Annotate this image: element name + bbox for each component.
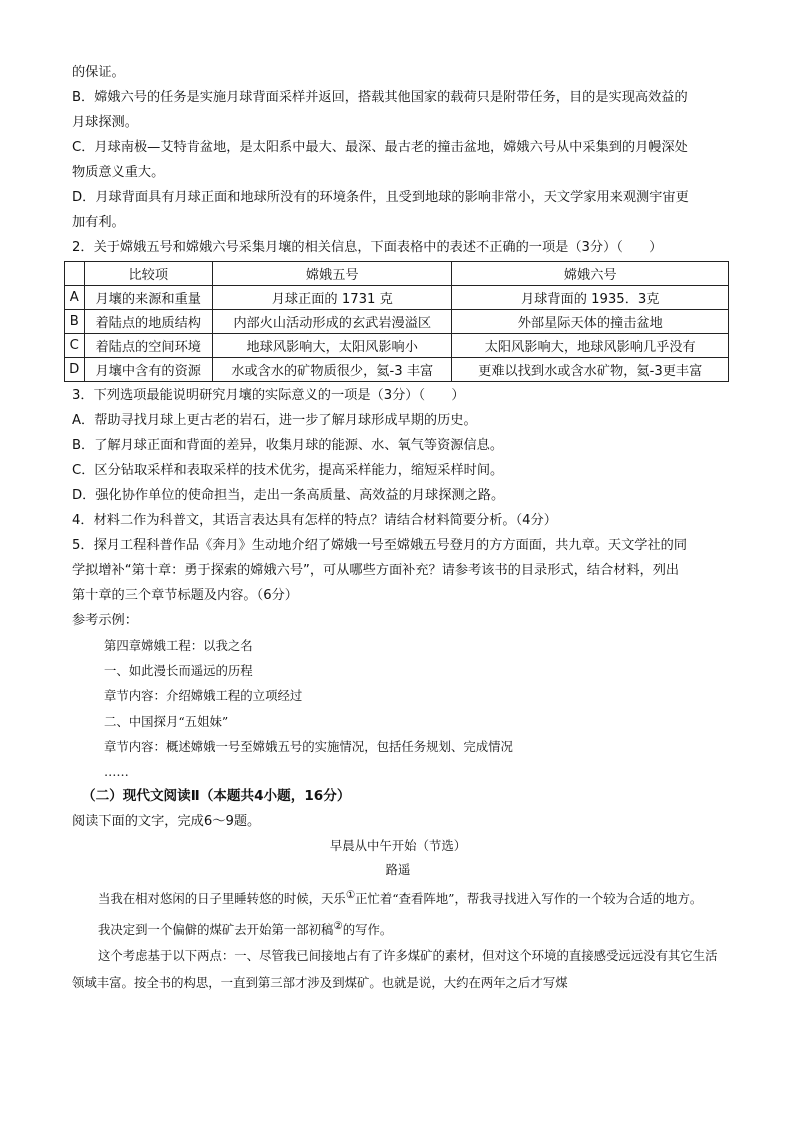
- paragraph-text: 我决定到一个偏僻的煤矿去开始第一部初稿: [98, 921, 334, 937]
- row-letter: A: [65, 286, 85, 310]
- footnote-marker: ②: [333, 919, 343, 932]
- example-line: 二、中国探月“五姐妹”: [104, 713, 229, 729]
- table-cell: 更难以找到水或含水矿物，氦-3更丰富: [452, 358, 729, 382]
- table-cell: 外部星际天体的撞击盆地: [452, 310, 729, 334]
- q3-option-a: A．帮助寻找月球上更古老的岩石，进一步了解月球形成早期的历史。: [72, 413, 477, 428]
- example-ellipsis: ……: [104, 764, 129, 780]
- table-cell: 内部火山活动形成的玄武岩漫溢区: [212, 310, 451, 334]
- example-label: 参考示例：: [72, 613, 138, 628]
- question-5-line: 第十章的三个章节标题及内容。（6分）: [72, 588, 298, 603]
- passage-paragraph: [72, 913, 724, 944]
- q3-option-d: D．强化协作单位的使命担当，走出一条高质量、高效益的月球探测之路。: [72, 488, 505, 503]
- passage-title: 早晨从中午开始（节选）: [329, 838, 467, 854]
- page-content: [69, 60, 724, 996]
- passage-author: 路遥: [385, 862, 411, 878]
- row-letter: C: [65, 334, 85, 358]
- example-line: 一、如此漫长而遥远的历程: [104, 663, 253, 679]
- table-header-cell: 嫦娥五号: [212, 262, 451, 286]
- comparison-table: [64, 261, 729, 382]
- question-4: 4．材料二作为科普文，其语言表达具有怎样的特点？请结合材料简要分析。（4分）: [72, 513, 557, 528]
- example-line: 第四章嫦娥工程：以我之名: [104, 638, 253, 653]
- table-row: [65, 310, 729, 334]
- option-d-line: D．月球背面具有月球正面和地球所没有的环境条件，且受到地球的影响非常小，天文学家用来观测宇宙更: [72, 190, 689, 205]
- table-cell: 月球正面的 1731 克: [212, 286, 451, 310]
- question-2: 2．关于嫦娥五号和嫦娥六号采集月壤的相关信息，下面表格中的表述不正确的一项是（3分）（ ）: [72, 240, 663, 255]
- paragraph-text: 当我在相对悠闲的日子里睡转悠的时候，天乐: [98, 891, 346, 907]
- option-b-line: B．嫦娥六号的任务是实施月球背面采样并返回，搭载其他国家的载荷只是附带任务，目的是实现高效益的: [72, 90, 688, 105]
- reading-instruction: 阅读下面的文字，完成6～9题。: [72, 814, 261, 830]
- question-3: 3．下列选项最能说明研究月壤的实际意义的一项是（3分）（ ）: [72, 388, 465, 403]
- question-5-line: 学拟增补“第十章：勇于探索的嫦娥六号”，可从哪些方面补充？请参考该书的目录形式，结合材料，列出: [72, 563, 680, 578]
- paragraph-text: 的写作。: [342, 921, 393, 937]
- text-line: 物质意义重大。: [72, 165, 165, 180]
- option-c-line: C．月球南极—艾特肯盆地，是太阳系中最大、最深、最古老的撞击盆地，嫦娥六号从中采集到的月幔深处: [72, 140, 688, 155]
- table-header-row: [65, 262, 729, 286]
- text-line: 加有利。: [72, 215, 125, 230]
- text-line: 月球探测。: [72, 115, 138, 130]
- table-cell: 月壤中含有的资源: [84, 358, 212, 382]
- table-cell: 月球背面的 1935．3克: [452, 286, 729, 310]
- table-row: [65, 358, 729, 382]
- row-letter: D: [65, 358, 85, 382]
- table-cell: 月壤的来源和重量: [84, 286, 212, 310]
- example-line: 章节内容：概述嫦娥一号至嫦娥五号的实施情况，包括任务规划、完成情况: [104, 738, 513, 754]
- table-corner-cell: [65, 262, 85, 286]
- table-cell: 太阳风影响大，地球风影响几乎没有: [452, 334, 729, 358]
- question-5-line: 5．探月工程科普作品《奔月》生动地介绍了嫦娥一号至嫦娥五号登月的方方面面，共九章。天文学社的同: [72, 538, 688, 553]
- text-line: 的保证。: [72, 65, 125, 80]
- section-heading: （二）现代文阅读Ⅱ（本题共4小题，16分）: [82, 788, 351, 805]
- table-row: [65, 334, 729, 358]
- table-cell: 着陆点的空间环境: [84, 334, 212, 358]
- example-line: 章节内容：介绍嫦娥工程的立项经过: [104, 688, 303, 704]
- footnote-marker: ①: [345, 889, 356, 902]
- table-cell: 地球风影响大，太阳风影响小: [212, 334, 451, 358]
- q3-option-b: B．了解月球正面和背面的差异，收集月球的能源、水、氧气等资源信息。: [72, 438, 504, 453]
- passage-paragraph: [72, 882, 724, 913]
- passage-paragraph: 这个考虑基于以下两点：一、尽管我已间接地占有了许多煤矿的素材，但对这个环境的直接感受远远没有其它生活领域丰富。按全书的构思，一直到第三部才涉及到煤矿。也就是说，大约在两年之后才写煤: [72, 948, 718, 990]
- paragraph-text: 正忙着“查看阵地”，帮我寻找进入写作的一个较为合适的地方。: [355, 891, 703, 907]
- table-header-cell: 比较项: [84, 262, 212, 286]
- table-row: [65, 286, 729, 310]
- table-header-cell: 嫦娥六号: [452, 262, 729, 286]
- table-cell: 着陆点的地质结构: [84, 310, 212, 334]
- table-cell: 水或含水的矿物质很少，氦-3 丰富: [212, 358, 451, 382]
- q3-option-c: C．区分钻取采样和表取采样的技术优劣，提高采样能力，缩短采样时间。: [72, 463, 504, 478]
- row-letter: B: [65, 310, 85, 334]
